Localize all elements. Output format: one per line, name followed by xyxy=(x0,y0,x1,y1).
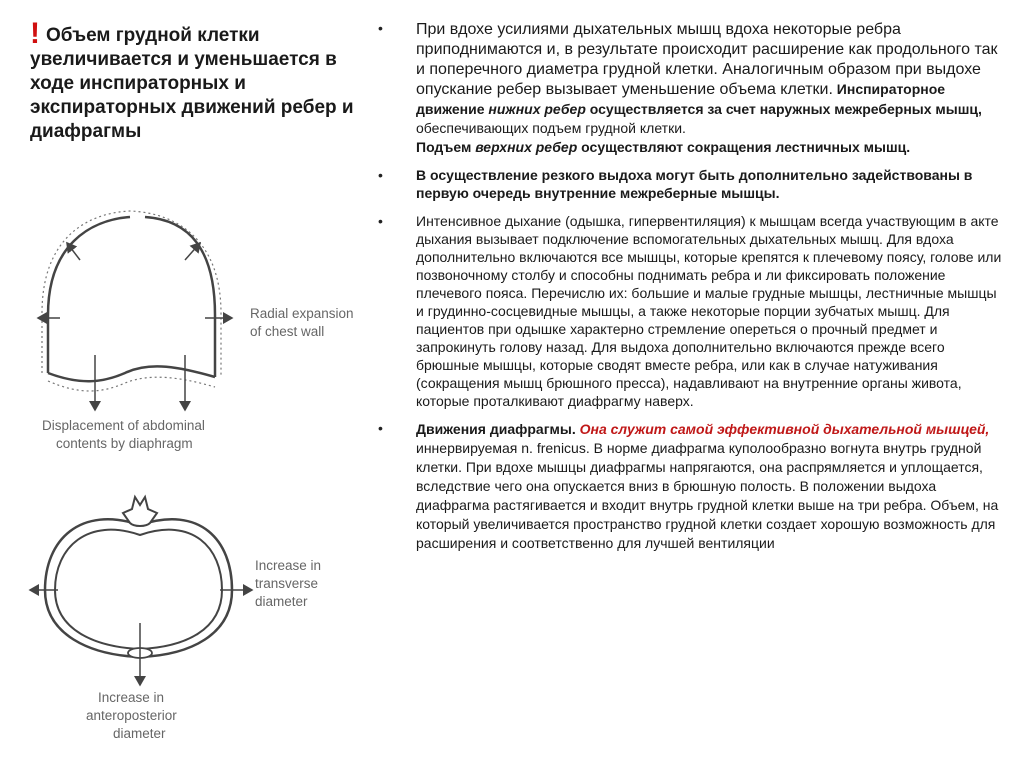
slide-title xyxy=(30,17,360,144)
chest-wall-outline xyxy=(48,217,215,377)
bullet-marker: • xyxy=(378,213,383,229)
label-transverse-1: Increase in xyxy=(255,558,322,573)
label-abdominal-2: contents by diaphragm xyxy=(56,436,193,451)
diaphragm-curve xyxy=(48,366,215,381)
cross-section-inner xyxy=(55,530,222,649)
label-radial-2: of chest wall xyxy=(250,324,325,339)
b1-text-c: нижних ребер xyxy=(488,101,586,117)
exclamation-mark: ! xyxy=(30,17,40,50)
chest-diagram xyxy=(20,205,380,760)
bullet-marker: • xyxy=(378,20,383,36)
b1-text-a: При вдохе усилиями дыхательных мышц вдоха некоторые ребра приподнимаются и, в результате происходит расширение как продольного так и поперечного диаметра грудной клетки. Аналогичным образом при выдохе опускание ребер вызывает уменьшение объема клетки. xyxy=(416,21,998,98)
label-abdominal-1: Displacement of abdominal xyxy=(42,418,205,433)
b1-text-e: обеспечивающих подъем грудной клетки. xyxy=(416,120,686,136)
b1-text-g: верхних ребер xyxy=(475,139,578,155)
b1-text-f: Подъем xyxy=(416,139,476,155)
b1-text-h: осуществляют сокращения лестничных мышц. xyxy=(577,139,911,155)
b2-text: В осуществление резкого выдоха могут быть дополнительно задействованы в первую очередь внутренние межреберные мышцы. xyxy=(416,167,973,201)
bullet-4 xyxy=(378,420,1006,553)
chest-diagram-svg xyxy=(20,205,380,760)
b3-text: Интенсивное дыхание (одышка, гипервентиляция) к мышцам всегда участвующим в акте дыхания вызывает подключение вспомогательных дыхательных мышц. Для вдоха дополнительно включаются все мышцы, которые крепятся к плечевому поясу, голове или позвоночному столбу и способны поднимать ребра и ли фиксировать положение плечевого пояса. Перечислю их: большие и малые грудные мышцы, лестничные мышцы и грудинно-сосцевидные мышцы, а также некоторые порции зубчатых мышц. Для пациентов при одышке характерно стремление опереться о прочный предмет и запрокинуть голову назад. Для выдоха дополнительно включаются прежде всего брюшные мышцы, которые сводят вместе ребра, или как в случае натуживания (сокращения мышц брюшного пресса), надавливают на внутренние органы живота, которые проталкивают диафрагму наверх. xyxy=(416,213,1002,409)
bullet-marker: • xyxy=(378,167,383,183)
arrow-upper-right xyxy=(185,243,200,260)
label-ap-1: Increase in xyxy=(98,690,165,705)
bullet-1 xyxy=(378,20,1006,156)
cross-section-outer xyxy=(45,519,232,657)
bullet-3 xyxy=(378,212,1006,410)
label-ap-3: diameter xyxy=(113,726,166,741)
b4-text-a: Движения диафрагмы. xyxy=(416,421,580,437)
arrow-upper-left xyxy=(67,243,80,260)
b4-text-b: Она служит самой эффективной дыхательной мышцей, xyxy=(579,421,990,437)
bullet-2 xyxy=(378,166,1006,202)
b1-text-d: осуществляется за счет наружных межреберных мышц, xyxy=(585,101,982,117)
b4-text-c: иннервируемая n. frenicus. В норме диафрагма куполообразно вогнута внутрь грудной клетки. При вдохе мышцы диафрагмы напрягаются, она распрямляется и уплощается, вследствие чего она опускается вниз в брюшную полость. В положении выдоха диафрагма растягивается и входит внутрь грудной клетки выше на три ребра. Объем, на который увеличивается пространство грудной клетки создает хорошую возможность для расширения и соответственно для лучшей вентиляции xyxy=(416,440,999,551)
b1-text-b: Инспираторное движение xyxy=(416,81,946,117)
title-text: Объем грудной клетки увеличивается и уменьшается в ходе инспираторных и экспираторных движений ребер и диафрагмы xyxy=(30,25,354,142)
vertebra-shape xyxy=(123,497,157,526)
label-transverse-3: diameter xyxy=(255,594,308,609)
label-radial-1: Radial expansion xyxy=(250,306,354,321)
bullet-marker: • xyxy=(378,420,383,436)
label-transverse-2: transverse xyxy=(255,576,319,591)
label-ap-2: anteroposterior xyxy=(86,708,177,723)
chest-wall-expanded xyxy=(42,211,221,377)
bullet-list xyxy=(378,20,1006,563)
